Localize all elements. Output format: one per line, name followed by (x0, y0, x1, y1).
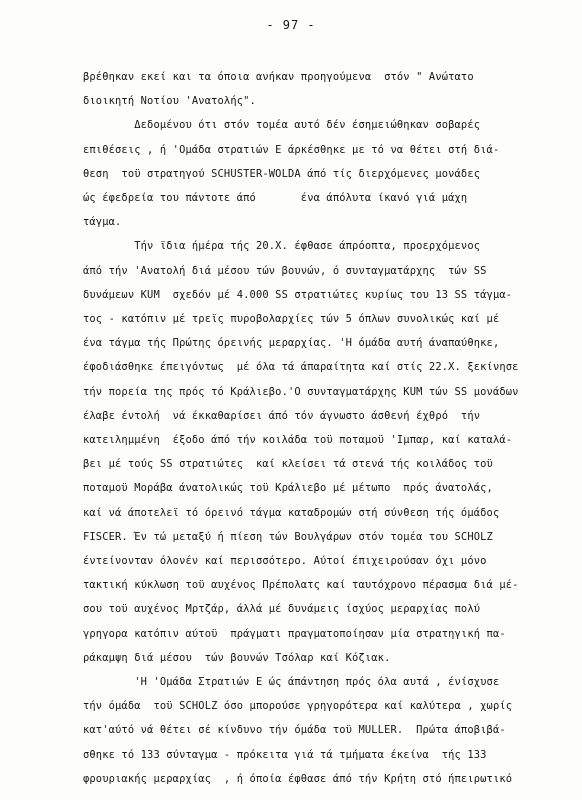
text-line: σθηκε τό 133 σύνταγμα - πρόκειτα γιά τά τμήματα έκείνα τής 133 (83, 748, 487, 761)
text-line: έφοδιάσθηκε έπειγόντως μέ όλα τά άπαραίτητα καί στίς 22.X. ξεκίνησε (83, 361, 519, 374)
text-line: άπό τήν 'Ανατολή διά μέσου τών βουνών, ό συνταγματάρχης τών SS (83, 264, 487, 277)
text-line: τήν όμάδα τοϋ SCHOLZ όσο μπορούσε γρηγορότερα καί καλύτερα , χωρίς (83, 700, 513, 713)
text-line: βει μέ τούς SS στρατιώτες καί κλείσει τά στενά τής κοιλάδος τοϋ (83, 458, 493, 471)
text-line: διοικητή Νοτίου 'Ανατολής". (83, 95, 256, 108)
text-line: ράκαμψη διά μέσου τών βουνών Τσόλαρ καί Κόζιακ. (83, 651, 391, 664)
text-line: βρέθηκαν εκεί και τα όποια ανήκαν προηγούμενα στόν " Ανώτατο (83, 71, 474, 83)
text-line: τάγμα. (83, 216, 122, 229)
text-line: 'Η 'Ομάδα Στρατιών Ε ώς άπάντηση πρός όλα αυτά , ένίσχυσε (83, 676, 500, 688)
text-line: τακτική κύκλωση τοϋ αυχένος Πρέπολατς καί ταυτόχρονο πέρασμα διά μέ- (83, 579, 519, 592)
text-line: ώς έφεδρεία του πάντοτε άπό ένα άπόλυτα ίκανό γιά μάχη (83, 192, 468, 204)
page-number: - 97 - (266, 18, 316, 32)
text-line: ένα τάγμα τής Πρώτης όρεινής μεραρχίας. 'Η όμάδα αυτή άναπαύθηκε, (83, 337, 500, 350)
text-line: Δεδομένου ότι στόν τομέα αυτό δέν έσημειώθηκαν σοβαρές (83, 119, 481, 132)
text-line: γρηγορα κατόπιν αύτοϋ πράγματι πραγματοποίησαν μία στρατηγική πα- (83, 627, 506, 640)
text-line: FISCER. Έν τώ μεταξύ ή πίεση τών Βουλγάρων στόν τομέα του SCHOLZ (83, 530, 493, 543)
text-line: κατειλημμένη έξοδο άπό τήν κοιλάδα τοϋ ποταμοϋ 'Ιμπαρ, καί καταλά- (83, 434, 513, 446)
text-line: τος - κατόπιν μέ τρεϊς πυροβολαρχίες τών 5 όπλων συνολικώς καί μέ (83, 313, 500, 325)
text-line: έλαβε έντολή νά έκκαθαρίσει άπό τόν άγνωστο άσθενή έχθρό τήν (83, 409, 481, 422)
text-line: έντείνονταν όλονέν καί περισσότερο. Αύτοί έπιχειρούσαν όχι μόνο (83, 555, 487, 567)
text-line: Τήν ϊδια ήμέρα τής 20.X. έφθασε άπρόοπτα, προερχόμενος (83, 240, 481, 253)
text-line: σου τοϋ αυχένος Μρτζάρ, άλλά μέ δυνάμεις ίσχύος μεραρχίας πολύ (83, 603, 481, 616)
text-line: κατ'αύτό νά θέτει σέ κίνδυνο τήν όμάδα τοϋ MULLER. Πρώτα άποβιβά- (83, 724, 506, 737)
text-line: ποταμοϋ Μοράβα άνατολικώς τοϋ Κράλιεβο μέ μέτωπο πρός άνατολάς, (83, 482, 493, 495)
text-line: επιθέσεις , ή 'Ομάδα στρατιών Ε άρκέσθηκε με τό να θέτει στή διά- (83, 143, 500, 156)
text-line: θεση τοϋ στρατηγού SCHUSTER-WOLDA άπό τίς διερχόμενες μονάδες (83, 167, 481, 180)
text-line: δυνάμεων KUM σχεδόν μέ 4.000 SS στρατιώτες κυρίως του 13 SS τάγμα- (83, 288, 513, 301)
text-line: τήν πορεία της πρός τό Κράλιεβο.'Ο συνταγματάρχης KUM τών SS μονάδων (83, 385, 519, 398)
text-line: φρουριακής μεραρχίας , ή όποία έφθασε άπό τήν Κρήτη στό ήπειρωτικό (83, 772, 513, 785)
text-line: καί νά άποτελεϊ τό όρεινό τάγμα καταδρομών στή σύνθεση τής όμάδος (83, 506, 500, 519)
